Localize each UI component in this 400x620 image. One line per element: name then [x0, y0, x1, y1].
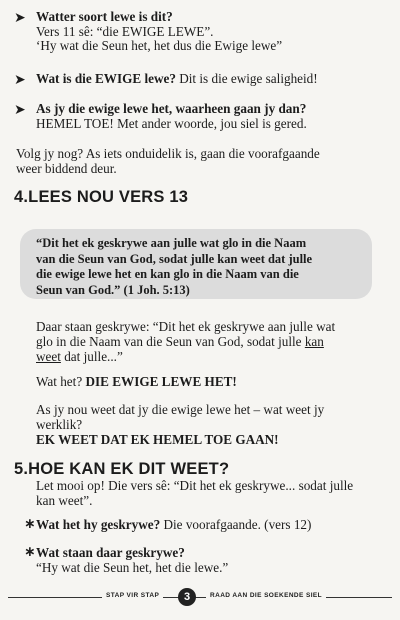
- star-item-question: Wat staan daar geskrywe?: [36, 545, 185, 560]
- qa-answer-line: Vers 11 sê: “die EWIGE LEWE”.: [36, 23, 214, 39]
- arrow-bullet-icon: ➤: [14, 72, 26, 88]
- intro-paragraph: [16, 146, 368, 176]
- qa-answer-inline: Dit is die ewige saligheid!: [179, 71, 318, 86]
- section-4-paragraph-1: [36, 319, 388, 364]
- page-number-badge: 3: [178, 588, 196, 606]
- footer-left-text: STAP VIR STAP: [102, 592, 163, 599]
- section-4-paragraph-2: [36, 374, 388, 389]
- underlined-word: kan: [304, 334, 324, 349]
- quote-line: van die Seun van God, sodat julle kan weet dat julle: [36, 251, 313, 266]
- qa-item-3: [36, 102, 386, 131]
- text-run: Wat het?: [36, 374, 86, 389]
- footer-right-text: RAAD AAN DIE SOEKENDE SIEL: [206, 592, 326, 599]
- section-5-paragraph: [36, 478, 388, 508]
- star-item-answer: Die voorafgaande. (vers 12): [160, 517, 312, 532]
- star-item-question: Wat het hy geskrywe?: [36, 517, 161, 532]
- underlined-word: weet: [36, 349, 61, 364]
- qa-item-1: [36, 10, 386, 54]
- paragraph-line: kan weet”.: [36, 493, 93, 508]
- star-item-1: [36, 517, 388, 532]
- star-bullet-icon: ∗: [24, 516, 36, 532]
- paragraph-line: As jy nou weet dat jy die ewige lewe het – wat weet jy: [36, 402, 325, 417]
- star-item-answer: “Hy wat die Seun het, het die lewe.”: [36, 560, 229, 575]
- qa-answer-line: HEMEL TOE! Met ander woorde, jou siel is gered.: [36, 115, 307, 131]
- section-4-heading: 4.LEES NOU VERS 13: [14, 188, 189, 206]
- paragraph-line: Volg jy nog? As iets onduidelik is, gaan die voorafgaande: [16, 146, 320, 161]
- arrow-bullet-icon: ➤: [14, 102, 26, 118]
- paragraph-line: Daar staan geskrywe: “Dit het ek geskrywe aan julle wat: [36, 319, 336, 334]
- paragraph-line: weer biddend deur.: [16, 161, 117, 176]
- qa-item-2: [36, 72, 386, 87]
- paragraph-line: [36, 349, 388, 364]
- emphasis-text: EK WEET DAT EK HEMEL TOE GAAN!: [36, 432, 279, 447]
- paragraph-line: werklik?: [36, 417, 83, 432]
- text-run: glo in die Naam van die Seun van God, sodat julle: [36, 334, 305, 349]
- section-5-heading: 5.HOE KAN EK DIT WEET?: [14, 460, 230, 478]
- footer-rule: [8, 597, 392, 598]
- quote-line: die ewige lewe het en kan glo in die Naam van die: [36, 267, 299, 282]
- quote-line: Seun van God.” (1 Joh. 5:13): [36, 282, 190, 297]
- arrow-bullet-icon: ➤: [14, 10, 26, 26]
- text-run: dat julle...”: [60, 349, 123, 364]
- section-4-paragraph-3: [36, 402, 388, 447]
- qa-answer-line: ‘Hy wat die Seun het, het dus die Ewige lewe”: [36, 38, 283, 54]
- qa-question: Watter soort lewe is dit?: [36, 9, 173, 24]
- scripture-quote-text: [36, 236, 364, 298]
- paragraph-line: [36, 334, 388, 349]
- star-item-2: [36, 545, 388, 575]
- qa-question: As jy die ewige lewe het, waarheen gaan jy dan?: [36, 101, 307, 116]
- quote-line: “Dit het ek geskrywe aan julle wat glo in die Naam: [36, 236, 307, 250]
- star-bullet-icon: ∗: [24, 544, 36, 560]
- qa-question: Wat is die EWIGE lewe?: [36, 71, 176, 86]
- emphasis-text: DIE EWIGE LEWE HET!: [85, 374, 237, 389]
- paragraph-line: Let mooi op! Die vers sê: “Dit het ek geskrywe... sodat julle: [36, 478, 354, 493]
